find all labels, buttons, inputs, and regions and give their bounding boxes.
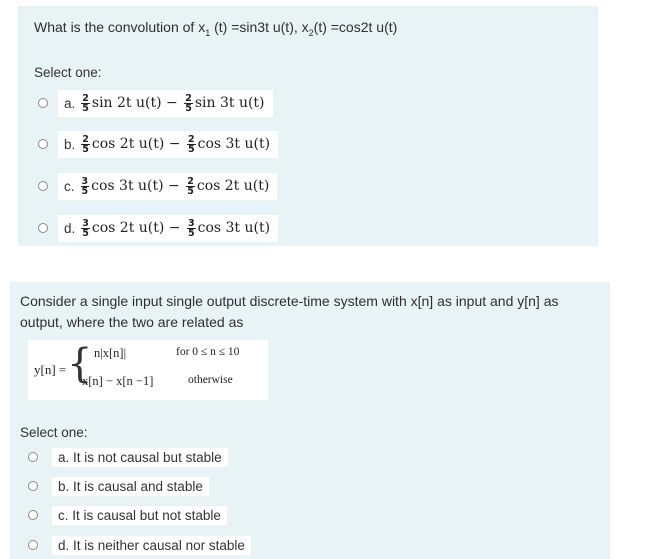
equation-condition-1: for 0 ≤ n ≤ 10 [176,346,240,358]
option-d[interactable] [28,534,251,556]
question-1-text-part: (t) =cos2t u(t) [313,19,398,35]
option-a-formula [79,94,264,113]
formula-term: sin 3t u(t) [194,95,265,111]
question-2-text: Consider a single input single output discrete-time system with x[n] as input and y[n] as output, where the two are related as [20,293,559,330]
option-c[interactable] [28,504,227,526]
denominator: 5 [82,227,89,239]
fraction [81,219,90,238]
subscript-1: 1 [205,27,211,38]
option-d-label[interactable] [58,215,278,242]
radio-button[interactable] [28,481,38,491]
denominator: 5 [185,102,192,114]
option-letter: a. [64,95,76,111]
numerator: 3 [81,175,89,187]
denominator: 5 [81,185,89,197]
fraction [186,177,195,196]
radio-button[interactable] [38,98,48,108]
denominator: 5 [82,143,89,155]
question-1-text-part: What is the convolution of x [34,19,206,35]
fraction [187,219,196,238]
fraction [187,135,196,154]
numerator: 2 [82,133,89,145]
option-b-label[interactable]: b. It is causal and stable [52,477,209,496]
option-letter: c. [64,178,75,194]
option-a[interactable] [38,89,273,117]
option-letter: d. [64,220,76,236]
radio-button[interactable] [38,223,48,233]
question-1-card [18,6,598,246]
fraction [81,135,90,154]
formula-term: cos 3t u(t) [197,220,271,236]
question-1-text-part: (t) =sin3t u(t), x [210,19,309,35]
option-d-formula [79,219,270,238]
formula-term: cos 2t u(t) − [91,220,185,236]
fraction [184,94,193,113]
denominator: 5 [82,102,89,114]
select-one-label: Select one: [34,65,102,80]
curly-brace: { [67,341,93,387]
formula-term: sin 2t u(t) − [91,95,183,111]
subscript-2: 2 [308,27,314,38]
select-one-label: Select one: [20,425,88,440]
numerator: 3 [187,217,195,229]
equation-lhs: y[n] = [34,362,67,377]
option-a[interactable] [28,446,228,468]
radio-button[interactable] [28,540,38,550]
equation-case-2: x[n] − x[n −1] [82,374,154,388]
option-c[interactable] [38,172,277,200]
radio-button[interactable] [38,139,48,149]
option-b[interactable] [28,475,209,497]
radio-button[interactable] [28,510,38,520]
option-b-formula [79,135,270,154]
numerator: 2 [185,92,192,104]
option-d[interactable] [38,214,278,242]
formula-term: cos 3t u(t) − [91,178,185,194]
fraction [81,94,90,113]
equation-case-1: n|x[n]| [94,346,127,360]
numerator: 2 [82,92,89,104]
radio-button[interactable] [28,452,38,462]
formula-term: cos 2t u(t) [196,178,270,194]
equation-condition-2: otherwise [188,374,233,386]
formula-term: cos 3t u(t) [197,136,271,152]
denominator: 5 [187,227,195,239]
denominator: 5 [187,143,195,155]
question-1-text [34,17,397,44]
denominator: 5 [187,185,194,197]
option-c-label[interactable] [58,173,277,200]
option-a-label[interactable] [58,90,273,117]
option-a-label[interactable]: a. It is not causal but stable [52,448,228,467]
formula-term: cos 2t u(t) − [91,136,185,152]
option-c-formula [79,177,270,196]
radio-button[interactable] [38,181,48,191]
numerator: 2 [187,133,195,145]
question-2-card [10,282,610,559]
numerator: 2 [187,175,194,187]
option-c-label[interactable]: c. It is causal but not stable [52,506,227,525]
equation-image [28,340,268,400]
fraction [81,177,90,196]
numerator: 3 [82,217,89,229]
option-letter: b. [64,136,76,152]
option-d-label[interactable]: d. It is neither causal nor stable [52,536,251,555]
option-b[interactable] [38,130,278,158]
option-b-label[interactable] [58,131,278,158]
